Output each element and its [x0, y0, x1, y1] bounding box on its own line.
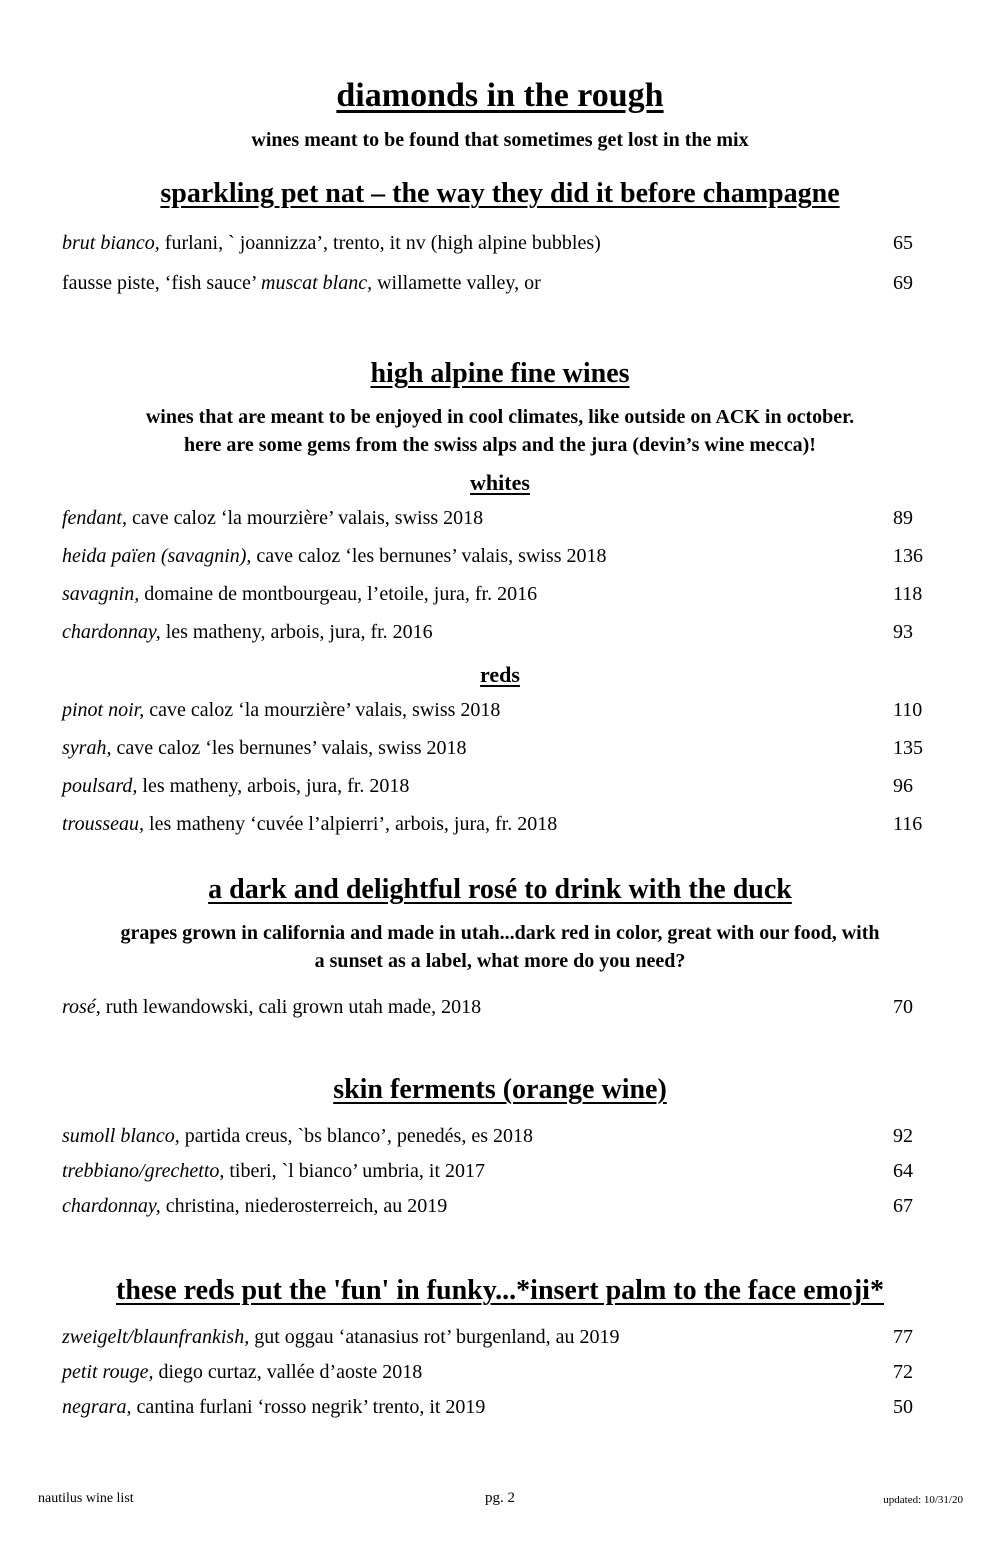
wine-grape: sumoll blanco,: [62, 1125, 180, 1147]
wine-detail: gut oggau ‘atanasius rot’ burgenland, au 2019: [249, 1326, 620, 1348]
wine-price: 116: [893, 813, 923, 835]
wine-name: [62, 1125, 533, 1147]
wine-grape: zweigelt/blaunfrankish,: [62, 1326, 250, 1348]
menu-section: [0, 1272, 1000, 1425]
wine-price: 65: [893, 232, 913, 254]
wine-item: [0, 729, 1000, 767]
wine-detail: cave caloz ‘les bernunes’ valais, swiss 2018: [251, 545, 607, 567]
wine-price: 118: [893, 583, 923, 605]
wine-grape: rosé,: [62, 996, 101, 1018]
wine-price: 110: [893, 699, 923, 721]
menu-section: [0, 175, 1000, 303]
wine-item-list: [0, 691, 1000, 843]
wine-detail: cave caloz ‘la mourzière’ valais, swiss 2018: [144, 699, 501, 721]
wine-detail: ruth lewandowski, cali grown utah made, 2018: [100, 996, 482, 1018]
wine-price: 72: [893, 1361, 913, 1383]
wine-name: [62, 996, 481, 1018]
wine-detail: cantina furlani ‘rosso negrik’ trento, it 2019: [131, 1396, 486, 1418]
wine-name: [62, 232, 601, 254]
wine-detail: furlani, ` joannizza’, trento, it nv (high alpine bubbles): [159, 232, 601, 254]
wine-grape: fendant,: [62, 507, 127, 529]
wine-item-list: [0, 499, 1000, 651]
wine-item-list: [0, 1320, 1000, 1425]
wine-item: [0, 1355, 1000, 1390]
wine-item: [0, 613, 1000, 651]
section-title: skin ferments (orange wine): [333, 1074, 667, 1105]
wine-name: [62, 621, 433, 643]
footer-updated-date: updated: 10/31/20: [883, 1494, 963, 1506]
wine-name: [62, 1195, 447, 1217]
wine-detail: les matheny, arbois, jura, fr. 2018: [137, 775, 410, 797]
section-title: sparkling pet nat – the way they did it before champagne: [160, 178, 840, 209]
wine-name: [62, 813, 557, 835]
menu-section: [0, 871, 1000, 1027]
wine-detail: les matheny ‘cuvée l’alpierri’, arbois, jura, fr. 2018: [144, 813, 558, 835]
wine-price: 70: [893, 996, 913, 1018]
wine-item: [0, 767, 1000, 805]
wine-detail: partida creus, `bs blanco’, penedés, es 2018: [179, 1125, 533, 1147]
section-description: a sunset as a label, what more do you need?: [314, 950, 686, 972]
wine-grape: chardonnay,: [62, 621, 161, 643]
menu-sections: [0, 175, 1000, 1425]
wine-detail: les matheny, arbois, jura, fr. 2016: [160, 621, 433, 643]
wine-price: 50: [893, 1396, 913, 1418]
page-header: [0, 0, 1000, 153]
wine-price: 67: [893, 1195, 913, 1217]
wine-grape: chardonnay,: [62, 1195, 161, 1217]
wine-detail: diego curtaz, vallée d’aoste 2018: [153, 1361, 423, 1383]
wine-name: [62, 545, 606, 567]
wine-price: 89: [893, 507, 913, 529]
wine-grape: trebbiano/grechetto,: [62, 1160, 225, 1182]
wine-grape: muscat blanc,: [261, 272, 373, 294]
wine-detail: cave caloz ‘les bernunes’ valais, swiss 2018: [111, 737, 467, 759]
wine-name: [62, 272, 541, 294]
wine-grape: petit rouge,: [62, 1361, 154, 1383]
page-title: diamonds in the rough: [336, 77, 664, 114]
wine-name: [62, 1361, 422, 1383]
wine-item: [0, 263, 1000, 303]
wine-item: [0, 1189, 1000, 1224]
wine-item: [0, 691, 1000, 729]
page-subtitle: wines meant to be found that sometimes get lost in the mix: [251, 129, 749, 151]
wine-item: [0, 987, 1000, 1027]
wine-price: 96: [893, 775, 913, 797]
wine-detail: christina, niederosterreich, au 2019: [160, 1195, 448, 1217]
wine-detail: domaine de montbourgeau, l’etoile, jura, fr. 2016: [139, 583, 538, 605]
wine-grape: brut bianco,: [62, 232, 160, 254]
group-label: whites: [470, 470, 530, 495]
wine-grape: heida païen (savagnin),: [62, 545, 252, 567]
section-description: wines that are meant to be enjoyed in cool climates, like outside on ACK in october.: [145, 406, 855, 428]
section-title: a dark and delightful rosé to drink with the duck: [208, 874, 792, 905]
wine-name: [62, 1396, 485, 1418]
page-footer: [0, 1487, 1000, 1507]
wine-item: [0, 1154, 1000, 1189]
wine-item-list: [0, 1119, 1000, 1224]
section-description: grapes grown in california and made in utah...dark red in color, great with our food, with: [120, 922, 880, 944]
wine-item: [0, 1390, 1000, 1425]
wine-price: 69: [893, 272, 913, 294]
wine-item-list: [0, 223, 1000, 303]
wine-item: [0, 223, 1000, 263]
wine-name: [62, 583, 537, 605]
wine-name: [62, 775, 409, 797]
wine-name: [62, 1160, 485, 1182]
wine-item-list: [0, 987, 1000, 1027]
wine-grape: negrara,: [62, 1396, 132, 1418]
wine-grape: syrah,: [62, 737, 112, 759]
group-label: reds: [480, 662, 520, 687]
wine-price: 93: [893, 621, 913, 643]
wine-name: [62, 1326, 620, 1348]
section-title: high alpine fine wines: [370, 358, 630, 389]
wine-price: 64: [893, 1160, 913, 1182]
wine-name: [62, 699, 500, 721]
footer-document-name: nautilus wine list: [38, 1491, 134, 1506]
section-title: these reds put the 'fun' in funky...*insert palm to the face emoji*: [116, 1275, 884, 1306]
menu-section: [0, 355, 1000, 843]
wine-grape: pinot noir,: [62, 699, 145, 721]
footer-page-number: pg. 2: [485, 1490, 515, 1506]
wine-item: [0, 499, 1000, 537]
wine-item: [0, 537, 1000, 575]
wine-item: [0, 805, 1000, 843]
wine-detail: fausse piste, ‘fish sauce’: [62, 272, 262, 294]
wine-item: [0, 1119, 1000, 1154]
wine-price: 77: [893, 1326, 913, 1348]
wine-detail: willamette valley, or: [372, 272, 541, 294]
wine-detail: cave caloz ‘la mourzière’ valais, swiss 2018: [127, 507, 484, 529]
wine-price: 135: [893, 737, 923, 759]
wine-name: [62, 507, 483, 529]
wine-item: [0, 575, 1000, 613]
wine-item: [0, 1320, 1000, 1355]
wine-price: 92: [893, 1125, 913, 1147]
wine-grape: trousseau,: [62, 813, 145, 835]
wine-name: [62, 737, 467, 759]
section-description: here are some gems from the swiss alps and the jura (devin’s wine mecca)!: [184, 434, 816, 456]
wine-grape: savagnin,: [62, 583, 140, 605]
wine-price: 136: [893, 545, 923, 567]
menu-section: [0, 1071, 1000, 1224]
wine-detail: tiberi, `l bianco’ umbria, it 2017: [224, 1160, 486, 1182]
wine-grape: poulsard,: [62, 775, 138, 797]
